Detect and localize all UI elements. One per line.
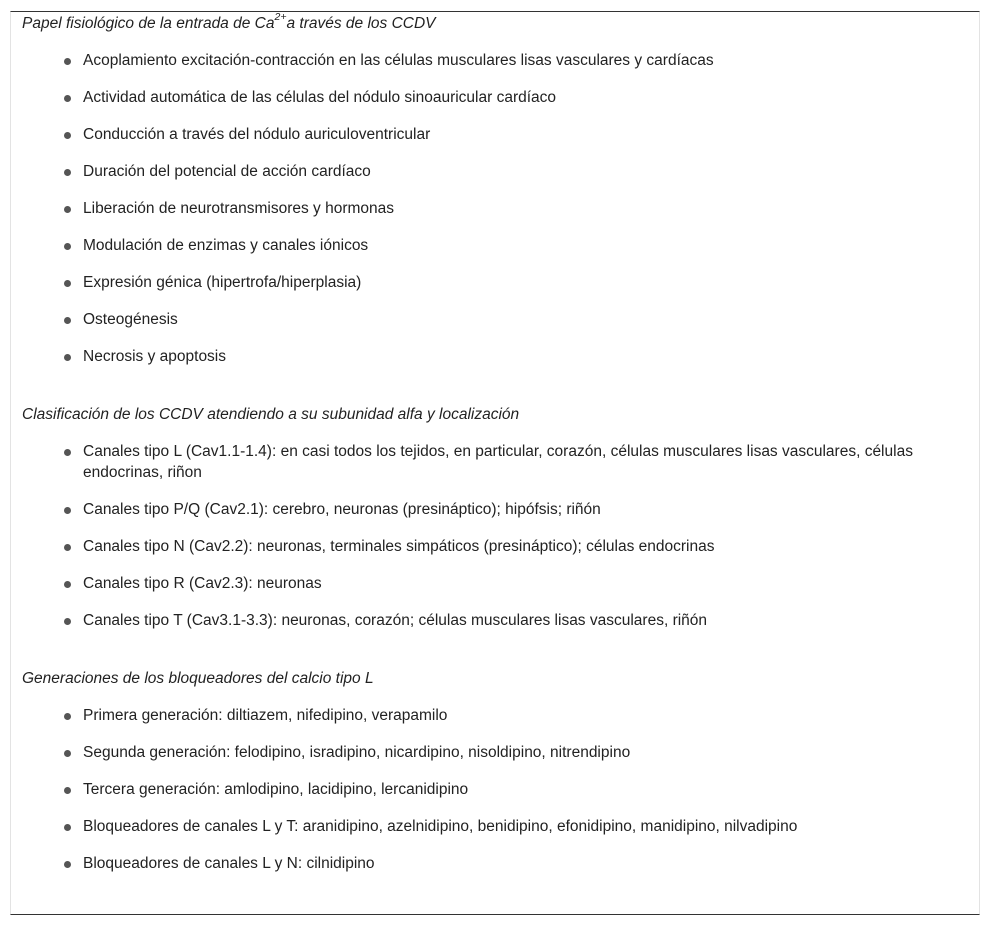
bullet-icon <box>64 544 71 551</box>
section-title-suffix: a través de los CCDV <box>286 15 436 32</box>
list-item-text: Modulación de enzimas y canales iónicos <box>83 237 369 254</box>
section-title-prefix: Papel fisiológico de la entrada de Ca <box>22 15 275 32</box>
bullet-icon <box>64 132 71 139</box>
list-item <box>22 272 959 293</box>
bullet-list <box>22 50 959 367</box>
list-item <box>22 161 959 182</box>
list-item-text: Acoplamiento excitación-contracción en las células musculares lisas vasculares y cardíacas <box>83 52 714 69</box>
list-item-text: Bloqueadores de canales L y T: aranidipino, azelnidipino, benidipino, efonidipino, manidipino, nilvadipino <box>83 818 798 835</box>
list-item-text: Conducción a través del nódulo auriculoventricular <box>83 126 431 143</box>
list-item-text: Segunda generación: felodipino, isradipino, nicardipino, nisoldipino, nitrendipino <box>83 744 631 761</box>
list-item-text: Liberación de neurotransmisores y hormonas <box>83 200 395 217</box>
list-item-text: Osteogénesis <box>83 311 178 328</box>
list-item <box>22 50 959 71</box>
bullet-icon <box>64 787 71 794</box>
table-frame <box>10 11 980 915</box>
bullet-icon <box>64 280 71 287</box>
section-title: Clasificación de los CCDV atendiendo a su subunidad alfa y localización <box>22 406 520 423</box>
list-item <box>22 853 959 874</box>
section-title <box>22 10 959 34</box>
bullet-icon <box>64 861 71 868</box>
bullet-icon <box>64 317 71 324</box>
list-item <box>22 346 959 367</box>
list-item-text: Canales tipo R (Cav2.3): neuronas <box>83 575 322 592</box>
list-item <box>22 235 959 256</box>
list-item-text: Actividad automática de las células del nódulo sinoauricular cardíaco <box>83 89 557 106</box>
list-item-text: Tercera generación: amlodipino, lacidipino, lercanidipino <box>83 781 469 798</box>
bullet-icon <box>64 713 71 720</box>
list-item-text: Primera generación: diltiazem, nifedipino, verapamilo <box>83 707 448 724</box>
list-item <box>22 309 959 330</box>
list-item <box>22 573 959 594</box>
list-item-text: Canales tipo P/Q (Cav2.1): cerebro, neuronas (presináptico); hipófsis; riñón <box>83 501 601 518</box>
superscript-charge: 2+ <box>274 10 287 23</box>
list-item <box>22 87 959 108</box>
bullet-icon <box>64 824 71 831</box>
list-item <box>22 536 959 557</box>
list-item <box>22 742 959 763</box>
bullet-icon <box>64 169 71 176</box>
section-physiological-role <box>22 10 959 367</box>
bullet-icon <box>64 58 71 65</box>
list-item <box>22 198 959 219</box>
list-item-text: Canales tipo N (Cav2.2): neuronas, terminales simpáticos (presináptico); células endocrinas <box>83 538 715 555</box>
bullet-icon <box>64 618 71 625</box>
list-item <box>22 610 959 631</box>
section-title: Generaciones de los bloqueadores del calcio tipo L <box>22 670 374 687</box>
list-item <box>22 499 959 520</box>
bullet-list <box>22 441 959 631</box>
bullet-icon <box>64 206 71 213</box>
bullet-icon <box>64 243 71 250</box>
list-item <box>22 705 959 726</box>
list-item <box>22 124 959 145</box>
bullet-icon <box>64 507 71 514</box>
bullet-icon <box>64 95 71 102</box>
list-item <box>22 441 959 483</box>
bullet-icon <box>64 581 71 588</box>
list-item <box>22 816 959 837</box>
section-classification <box>22 405 959 631</box>
list-item-text: Necrosis y apoptosis <box>83 348 227 365</box>
list-item <box>22 779 959 800</box>
bullet-icon <box>64 449 71 456</box>
list-item-text: Bloqueadores de canales L y N: cilnidipino <box>83 855 375 872</box>
list-item-text: Canales tipo T (Cav3.1-3.3): neuronas, corazón; células musculares lisas vasculares, riñón <box>83 612 708 629</box>
section-generations <box>22 669 959 874</box>
bullet-list <box>22 705 959 874</box>
list-item-text: Expresión génica (hipertrofa/hiperplasia) <box>83 274 362 291</box>
bullet-icon <box>64 750 71 757</box>
list-item-text: Duración del potencial de acción cardíaco <box>83 163 371 180</box>
list-item-text: Canales tipo L (Cav1.1-1.4): en casi todos los tejidos, en particular, corazón, células musculares lisas vasculares, células endocrinas, riñon <box>83 443 913 481</box>
bullet-icon <box>64 354 71 361</box>
